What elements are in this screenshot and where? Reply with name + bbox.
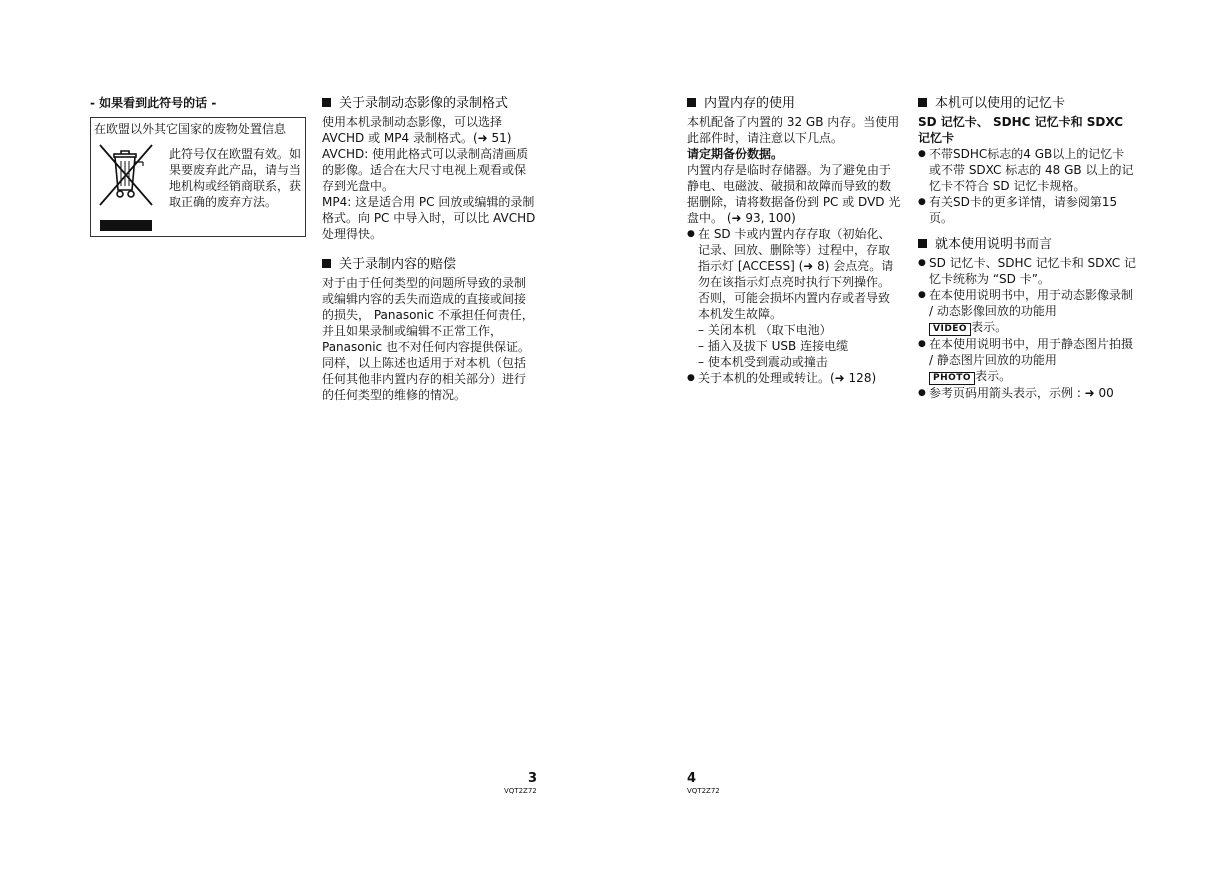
list-item: ● 在 SD 卡或内置内存存取（初始化、记录、回放、删除等）过程中，存取指示灯 [ACCESS] (➜ 8) 会点亮。请勿在该指示灯点亮时执行下列操作。否则，可能会损坏内置内存或者导致本机发生故障。 – 关闭本机 （取下电池） – 插入及拔下 USB 连接电缆 – 使本机受到震动或撞击 (687, 226, 901, 370)
section-heading-manual-conventions: 就本使用说明书而言 (918, 236, 1136, 253)
recording-format-column (322, 95, 536, 403)
paragraph: 使用本机录制动态影像，可以选择 AVCHD 或 MP4 录制格式。(➜ 51) (322, 115, 512, 145)
paragraph: AVCHD: 使用此格式可以录制高清画质的影像。适合在大尺寸电视上观看或保存到光盘中。 (322, 147, 529, 193)
video-mode-tag: VIDEO (929, 323, 971, 336)
crossed-bin-icon (97, 142, 155, 208)
disposal-box-title: 在欧盟以外其它国家的废物处置信息 (94, 122, 287, 136)
paragraph: 本机配备了内置的 32 GB 内存。当使用此部件时，请注意以下几点。 (687, 115, 900, 145)
disposal-info-box (90, 117, 306, 237)
paragraph: 内置内存是临时存储器。为了避免由于静电、电磁波、破损和故障而导致的数据删除，请将数据备份到 PC 或 DVD 光盘中。 (➜ 93, 100) (687, 163, 901, 225)
bullet-list (918, 146, 1136, 226)
page-number-right: 4 (687, 771, 697, 786)
photo-mode-tag: PHOTO (929, 372, 975, 385)
disposal-box-text: 此符号仅在欧盟有效。如果要废弃此产品，请与当地机构或经销商联系，获取正确的废弃方法。 (169, 147, 302, 209)
bold-notice: 请定期备份数据。 (687, 147, 784, 161)
list-item: ● 在本使用说明书中，用于动态影像录制 / 动态影像回放的功能用 VIDEO 表示。 (918, 287, 1136, 336)
paragraph: 对于由于任何类型的问题所导致的录制或编辑内容的丢失而造成的直接或间接的损失， Panasonic 不承担任何责任，并且如果录制或编辑不正常工作， Panasonic 也不对任何内容提供保证。同样，以上陈述也适用于对本机（包括任何其他非内置内存的相关部分）进行的任何类型的维修的情况。 (322, 276, 534, 402)
doc-code-left: VQT2Z72 (504, 787, 537, 795)
dash-item: – 使本机受到震动或撞击 (698, 355, 828, 369)
internal-memory-column (687, 95, 901, 386)
dash-item: – 关闭本机 （取下电池） (698, 323, 832, 337)
list-item: ● 参考页码用箭头表示，示例 : ➜ 00 (918, 385, 1136, 401)
section-heading-internal-memory: 内置内存的使用 (687, 95, 901, 112)
section-heading-compensation: 关于录制内容的赔偿 (322, 256, 536, 273)
list-item: ● 在本使用说明书中，用于静态图片拍摄 / 静态图片回放的功能用 PHOTO 表示。 (918, 336, 1136, 385)
page-number-left: 3 (528, 771, 538, 786)
list-item: ● 不带SDHC标志的4 GB以上的记忆卡或不带 SDXC 标志的 48 GB 以上的记忆卡不符合 SD 记忆卡规格。 (918, 146, 1136, 194)
disposal-column (90, 95, 306, 237)
square-bullet-icon (918, 98, 927, 107)
square-bullet-icon (687, 98, 696, 107)
square-bullet-icon (322, 98, 331, 107)
square-bullet-icon (322, 259, 331, 268)
bullet-list (687, 226, 901, 386)
section-heading-memory-cards: 本机可以使用的记忆卡 (918, 95, 1136, 112)
list-item: ● 有关SD卡的更多详情，请参阅第15页。 (918, 194, 1136, 226)
card-type-subheading: SD 记忆卡、 SDHC 记忆卡和 SDXC 记忆卡 (918, 115, 1124, 145)
section-heading-recording-format: 关于录制动态影像的录制格式 (322, 95, 536, 112)
bullet-list (918, 255, 1136, 401)
symbol-intro: - 如果看到此符号的话 - (90, 96, 217, 110)
list-item: ● 关于本机的处理或转让。(➜ 128) (687, 370, 901, 386)
memory-card-column (918, 95, 1136, 401)
list-item: ● SD 记忆卡、SDHC 记忆卡和 SDXC 记忆卡统称为 “SD 卡”。 (918, 255, 1136, 287)
black-bar (100, 220, 152, 231)
dash-item: – 插入及拔下 USB 连接电缆 (698, 339, 849, 353)
paragraph: MP4: 这是适合用 PC 回放或编辑的录制格式。向 PC 中导入时，可以比 AVCHD 处理得快。 (322, 195, 536, 241)
doc-code-right: VQT2Z72 (687, 787, 720, 795)
square-bullet-icon (918, 239, 927, 248)
